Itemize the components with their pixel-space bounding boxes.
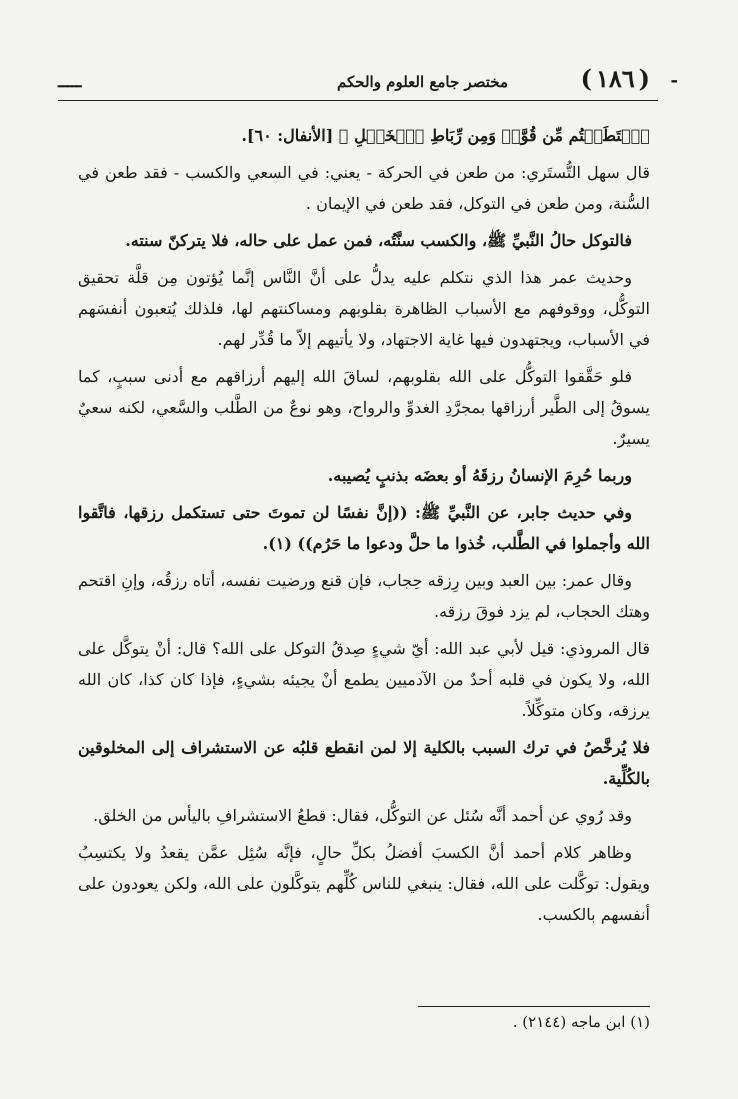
page-body: [78, 120, 650, 936]
paragraph-bold: فلا يُرخَّصُ في ترك السبب بالكلية إلا لمن انقطع قلبُه عن الاستشراف إلى المخلوقين بالكُلِّية.: [78, 738, 650, 788]
paragraph: وقد رُوي عن أحمد أنَّه سُئل عن التوكُّل، فقال: قطعُ الاستشرافِ باليأس من الخلق.: [93, 806, 632, 825]
header-dash-right: -: [670, 70, 678, 91]
paragraph-bold: وربما حُرِمَ الإنسانُ رزقَهُ أو بعضَه بذنبٍ يُصيبه.: [327, 466, 632, 485]
page-header: [58, 62, 678, 102]
paragraph-hadith: وفي حديث جابر، عن النَّبيِّ ﷺ: ((إنَّ نفسًا لن تموتَ حتى تستكمل رزقها، فاتَّقوا الله وأجملوا في الطَّلب، خُذوا ما حلَّ ودعوا ما حَرُم)) (١).: [78, 503, 650, 553]
running-title: مختصر جامع العلوم والحكم: [337, 73, 508, 91]
paragraph-bold: فالتوكل حالُ النَّبيِّ ﷺ، والكسب سنَّتُه، فمن عمل على حاله، فلا يتركنّ سنته.: [125, 231, 632, 250]
paragraph: وحديث عمر هذا الذي نتكلم عليه يدلُّ على أنَّ النَّاس إنَّما يُؤتون مِن قلَّة تحقيق التوكُّل، ووقوفهم مع الأسباب الظاهرة بقلوبهم ومساكنتهم لها، فلذلك يُتعبون أنفسَهم في الأسباب، ويجتهدون فيها غاية الاجتهاد، ولا يأتيهم إلاّ ما قُدِّر لهم.: [78, 268, 650, 349]
quran-verse: ﭐﺳۡﺘَﻄَﻌۡﺘُﻢ مِّن قُوَّةٖ وَمِن رِّبَاطِ ٱلۡخَيۡلِ ﴾ [الأنفال: ٦٠].: [241, 126, 650, 145]
header-dash-left: ـــــ: [58, 72, 82, 91]
footnote-rule: [418, 1006, 650, 1007]
page-number: ( ١٨٦ ): [581, 64, 650, 93]
paragraph: قال سهل التُّستَري: من طعن في الحركة - يعني: في السعي والكسب - فقد طعن في السُّنة، ومن طعن في التوكل، فقد طعن في الإيمان .: [78, 163, 650, 213]
paragraph: فلو حَقَّقوا التوكُّل على الله بقلوبهم، لساقَ الله إليهم أرزاقهم مع أدنى سببٍ، كما يسوقُ إلى الطَّير أرزاقها بمجرَّدِ الغدوِّ والرواح، وهو نوعٌ من الطَّلب والسَّعي، لكنه سعيٌ يسيرٌ.: [78, 367, 650, 448]
paragraph: وظاهر كلام أحمد أنَّ الكسبَ أفضلُ بكلِّ حالٍ، فإنَّه سُئِل عمَّن يقعدُ ولا يكتسِبُ ويقول: توكَّلت على الله، فقال: ينبغي للناس كُلِّهم يتوكَّلون على الله، ولكن يعودون على أنفسهم بالكسب.: [78, 843, 650, 924]
paragraph: قال المروذي: قيل لأبي عبد الله: أيّ شيءٍ صِدقُ التوكل على الله؟ قال: أنْ يتوكَّل على الله، ولا يكون في قلبه أحدٌ من الآدميين يطمع أنْ يجيئه بشيءٍ، فإذا كان كذا، كان الله يرزقه، وكان متوكِّلاً.: [78, 639, 650, 720]
header-rule: [58, 100, 658, 101]
paragraph: وقال عمر: بين العبد وبين رِزقه حِجاب، فإن قنع ورضيت نفسه، أتاه رزقُه، وإنِ اقتحم وهتك الحجاب، لم يزد فوقَ رزقه.: [78, 571, 650, 621]
footnote: (١) ابن ماجه (٢١٤٤) .: [512, 1013, 650, 1031]
